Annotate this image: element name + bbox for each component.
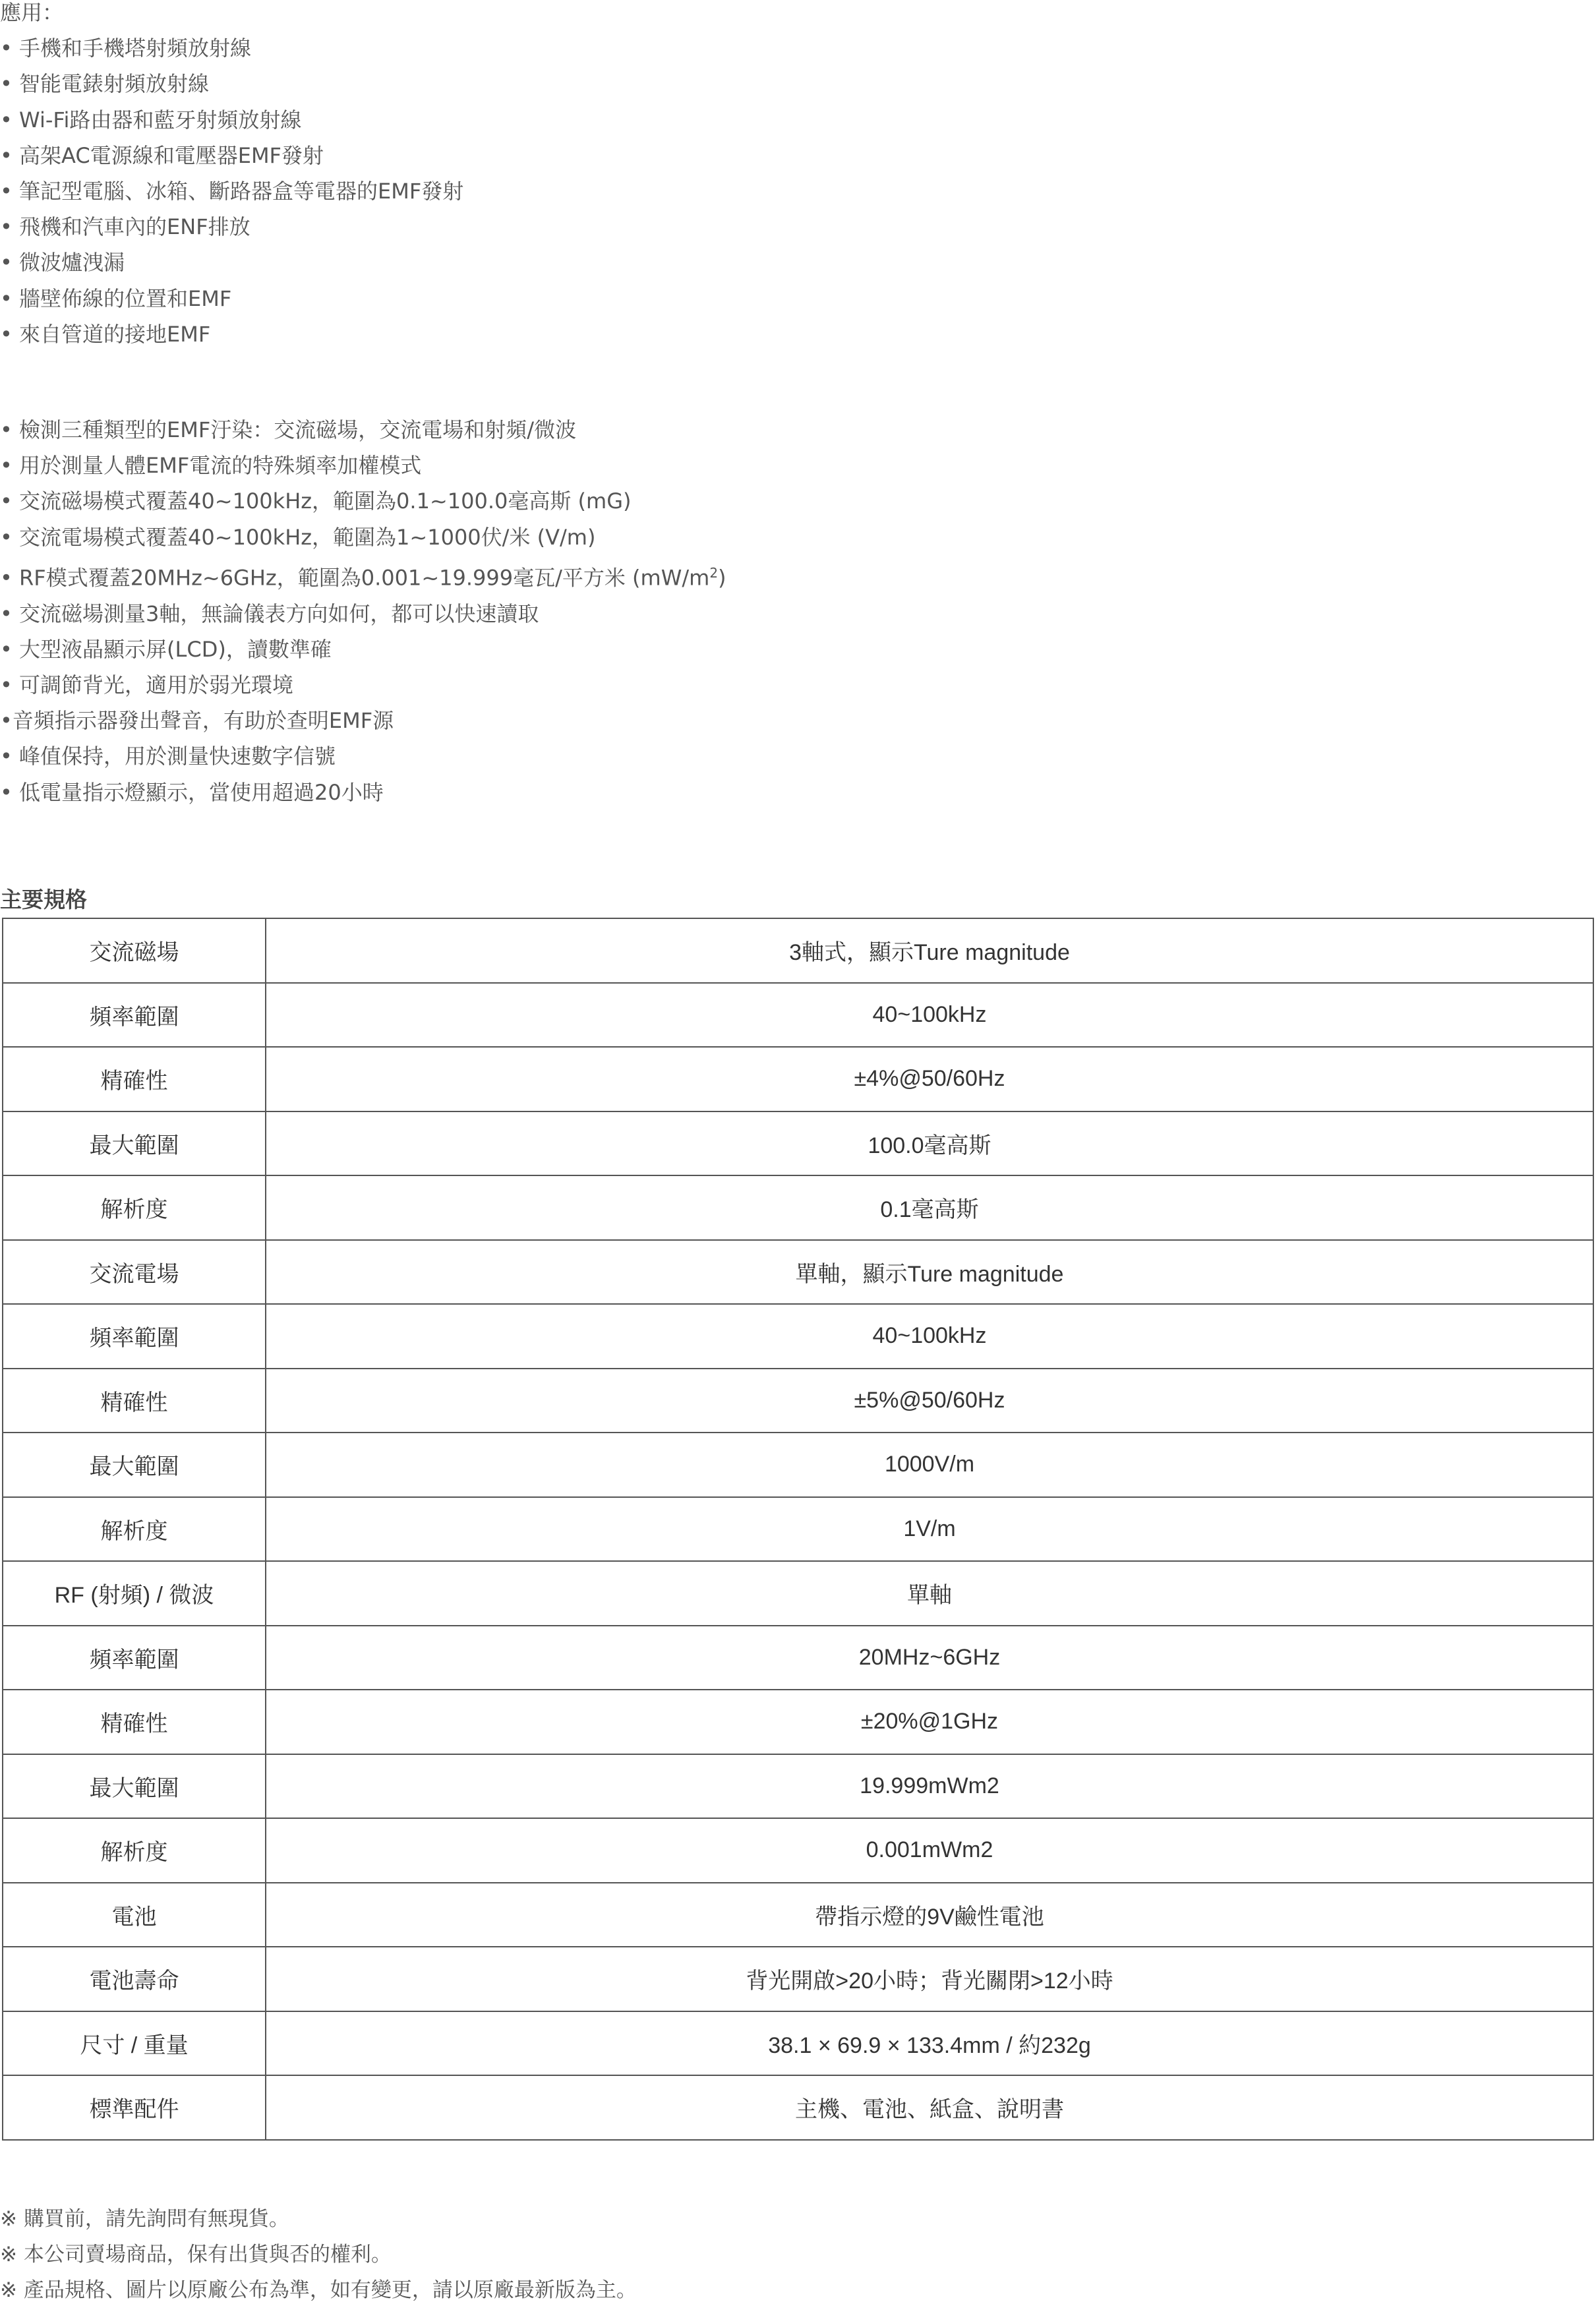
table-row: [3, 1690, 1593, 1754]
feature-item: • 峰值保持，用於測量快速數字信號: [0, 744, 336, 769]
feature-item: • 用於測量人體EMF電流的特殊頻率加權模式: [0, 453, 422, 479]
table-row: [3, 1047, 1593, 1111]
table-row: [3, 1111, 1593, 1176]
applications-section: [0, 0, 463, 352]
spec-value: ±20%@1GHz: [266, 1690, 1593, 1754]
feature-item: • 交流磁場測量3軸，無論儀表方向如何，都可以快速讀取: [0, 601, 539, 626]
feature-item: • 可調節背光，適用於弱光環境: [0, 672, 294, 698]
table-row: [3, 983, 1593, 1048]
spec-label: 標準配件: [3, 2075, 266, 2140]
feature-item-rf-suffix: ): [718, 565, 726, 591]
spec-value: 單軸，顯示Ture magnitude: [266, 1240, 1593, 1305]
feature-item: • 檢測三種類型的EMF汙染：交流磁場，交流電場和射頻/微波: [0, 417, 577, 442]
spec-value: 40~100kHz: [266, 1304, 1593, 1369]
spec-label: 最大範圍: [3, 1754, 266, 1819]
table-row: [3, 1433, 1593, 1497]
spec-label: 尺寸 / 重量: [3, 2011, 266, 2076]
feature-item-rf: [0, 555, 726, 596]
specs-heading: 主要規格: [0, 887, 87, 912]
table-row: [3, 1304, 1593, 1369]
spec-value: 單軸: [266, 1561, 1593, 1626]
application-item: • 智能電錶射頻放射線: [0, 71, 210, 97]
table-row: [3, 1626, 1593, 1690]
specs-table: [2, 918, 1594, 2141]
note-item: ※ 產品規格、圖片以原廠公布為準，如有變更，請以原廠最新版為主。: [0, 2278, 637, 2302]
spec-label: 頻率範圍: [3, 1626, 266, 1690]
application-item: • 來自管道的接地EMF: [0, 321, 211, 347]
feature-item: • 低電量指示燈顯示，當使用超過20小時: [0, 779, 384, 805]
table-row: [3, 1818, 1593, 1883]
superscript: 2: [709, 564, 719, 581]
notes-section: [0, 2201, 637, 2308]
feature-item: • 大型液晶顯示屏(LCD)，讀數準確: [0, 636, 332, 662]
spec-value: 0.001mWm2: [266, 1818, 1593, 1883]
table-row: [3, 2075, 1593, 2140]
note-item: ※ 購買前，請先詢問有無現貨。: [0, 2207, 289, 2231]
table-row: [3, 1497, 1593, 1562]
table-row: [3, 1175, 1593, 1240]
applications-heading: 應用：: [0, 0, 64, 25]
application-item: • 微波爐洩漏: [0, 250, 125, 276]
spec-value: ±5%@50/60Hz: [266, 1369, 1593, 1433]
feature-item: • 交流磁場模式覆蓋40~100kHz，範圍為0.1~100.0毫高斯 (mG): [0, 488, 632, 514]
spec-label: 精確性: [3, 1047, 266, 1111]
spec-value: 主機、電池、紙盒、說明書: [266, 2075, 1593, 2140]
spec-label: 解析度: [3, 1497, 266, 1562]
feature-item: •音頻指示器發出聲音，有助於查明EMF源: [0, 708, 394, 734]
application-item: • 筆記型電腦、冰箱、斷路器盒等電器的EMF發射: [0, 179, 464, 204]
spec-label: 交流磁場: [3, 918, 266, 983]
spec-value: 背光開啟>20小時；背光關閉>12小時: [266, 1947, 1593, 2011]
spec-value: 40~100kHz: [266, 983, 1593, 1048]
application-item: • 牆壁佈線的位置和EMF: [0, 285, 232, 311]
spec-label: 電池: [3, 1883, 266, 1947]
feature-item: • 交流電場模式覆蓋40~100kHz，範圍為1~1000伏/米 (V/m): [0, 524, 596, 550]
note-item: ※ 本公司賣場商品，保有出貨與否的權利。: [0, 2243, 392, 2266]
table-row: [3, 1754, 1593, 1819]
table-row: [3, 1947, 1593, 2011]
spec-label: 最大範圍: [3, 1111, 266, 1176]
table-row: [3, 1561, 1593, 1626]
spec-value: 3軸式，顯示Ture magnitude: [266, 918, 1593, 983]
spec-label: 交流電場: [3, 1240, 266, 1305]
spec-label: 解析度: [3, 1175, 266, 1240]
table-row: [3, 1240, 1593, 1305]
features-section: [0, 412, 726, 810]
application-item: • Wi-Fi路由器和藍牙射頻放射線: [0, 107, 302, 133]
spec-label: 解析度: [3, 1818, 266, 1883]
spec-label: 電池壽命: [3, 1947, 266, 2011]
spec-value: 1V/m: [266, 1497, 1593, 1562]
spec-value: 帶指示燈的9V鹼性電池: [266, 1883, 1593, 1947]
table-row: [3, 1883, 1593, 1947]
spec-value: 20MHz~6GHz: [266, 1626, 1593, 1690]
table-row: [3, 918, 1593, 983]
spec-value: 1000V/m: [266, 1433, 1593, 1497]
spec-label: 頻率範圍: [3, 983, 266, 1048]
spec-value: 100.0毫高斯: [266, 1111, 1593, 1176]
spec-value: 19.999mWm2: [266, 1754, 1593, 1819]
application-item: • 高架AC電源線和電壓器EMF發射: [0, 142, 324, 168]
spec-label: 精確性: [3, 1690, 266, 1754]
spec-label: 精確性: [3, 1369, 266, 1433]
feature-item-rf-text: • RF模式覆蓋20MHz~6GHz，範圍為0.001~19.999毫瓦/平方米 (mW/m: [0, 565, 710, 591]
application-item: • 飛機和汽車內的ENF排放: [0, 214, 251, 240]
table-row: [3, 2011, 1593, 2076]
spec-label: RF (射頻) / 微波: [3, 1561, 266, 1626]
spec-value: ±4%@50/60Hz: [266, 1047, 1593, 1111]
spec-value: 38.1 × 69.9 × 133.4mm / 約232g: [266, 2011, 1593, 2076]
spec-label: 最大範圍: [3, 1433, 266, 1497]
spec-value: 0.1毫高斯: [266, 1175, 1593, 1240]
spec-label: 頻率範圍: [3, 1304, 266, 1369]
application-item: • 手機和手機塔射頻放射線: [0, 36, 252, 61]
table-row: [3, 1369, 1593, 1433]
